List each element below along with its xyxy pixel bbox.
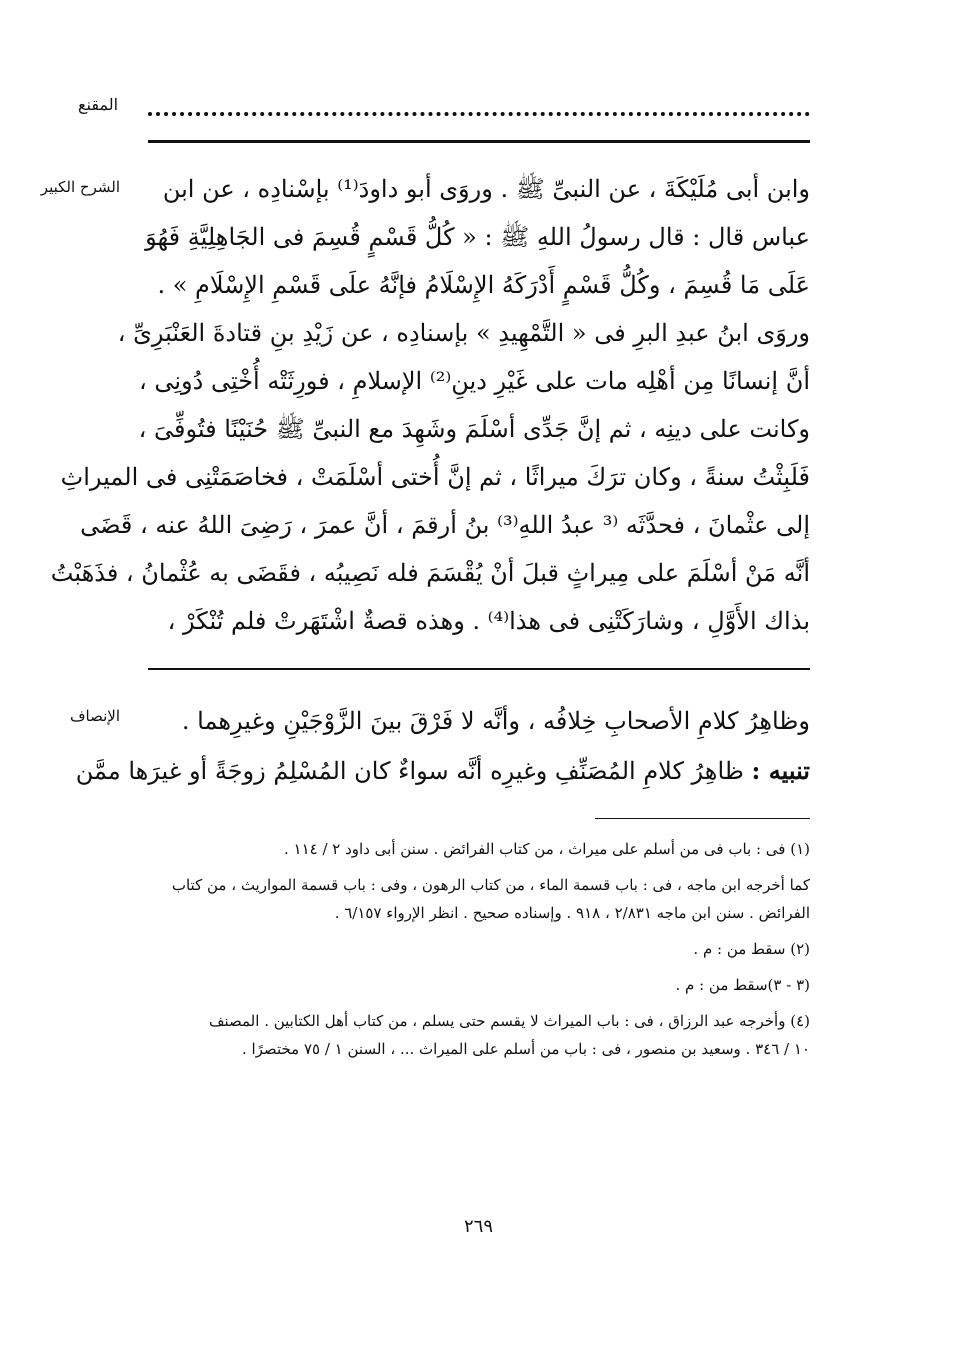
text-line: إلى عثْمانَ ، فحدَّثَه ⁽³ عبدُ اللهِ⁽³⁾ بنُ أرقمَ ، أنَّ عمرَ ، رَضِىَ اللهُ عنه ، قَضَى xyxy=(80,511,810,539)
text-line: أنَّ إنسانًا مِن أهْلِه مات على غَيْرِ دينِ⁽²⁾ الإسلامِ ، فورِثَتْه أُخْتِى دُونِى ، xyxy=(138,367,810,395)
header-rule xyxy=(148,140,810,143)
note-label: تنبيه : xyxy=(751,756,810,785)
footnote-line: الفرائض . سنن ابن ماجه ٢/٨٣١ ، ٩١٨ . وإسناده صحيح . انظر الإرواء ٦/١٥٧ . xyxy=(334,904,810,922)
text-line: وروَى ابنُ عبدِ البرِ فى « التَّمْهِيدِ » بإسنادِه ، عن زَيْدِ بنِ قتادةَ العَنْبَرِىِّ ، xyxy=(117,319,810,347)
text-line: عَلَى مَا قُسِمَ ، وكُلُّ قَسْمٍ أَدْرَكَهُ الإِسْلَامُ فإنَّهُ علَى قَسْمِ الإِسْلَامِ » . xyxy=(157,271,810,299)
footnote-3: (٣ - ٣)سقط من : م . xyxy=(675,976,810,994)
footnote-line: (٤) وأخرجه عبد الرزاق ، فى : باب الميراث لا يقسم حتى يسلم ، من كتاب أهل الكتابين . المصنف xyxy=(208,1012,810,1030)
section-divider xyxy=(148,668,810,670)
footnote-line: ١٠ / ٣٤٦ . وسعيد بن منصور ، فى : باب من أسلم على الميراث ... ، السنن ١ / ٧٥ مختصرًا . xyxy=(241,1040,810,1058)
note-text: ظاهِرُ كلامِ المُصَنِّفِ وغيرِه أنَّه سواءٌ كان المُسْلِمُ زوجَةً أو غيرَها ممَّن xyxy=(75,757,752,785)
text-line: عباس قال : قال رسولُ اللهِ ﷺ : « كُلُّ قَسْمٍ قُسِمَ فى الجَاهِلِيَّةِ فَهُوَ xyxy=(145,223,810,251)
text-line: أنَّه مَنْ أسْلَمَ على مِيراثٍ قبلَ أنْ يُقْسَمَ فله نَصِيبُه ، فقَضَى به عُثْمانُ ، فذَهَبْتُ xyxy=(50,559,810,587)
page-number: ٢٦٩ xyxy=(463,1216,493,1237)
text-line: بذاك الأَوَّلِ ، وشارَكَتْنِى فى هذا⁽⁴⁾ . وهذه قصةٌ اشْتَهَرتْ فلم تُنْكَرْ ، xyxy=(167,607,810,635)
footnote-1-continued xyxy=(148,871,810,927)
text-line xyxy=(75,746,810,796)
footnote-1: (١) فى : باب فى من أسلم على ميراث ، من كتاب الفرائض . سنن أبى داود ٢ / ١١٤ . xyxy=(283,840,810,858)
text-line: وظاهِرُ كلامِ الأصحابِ خِلافُه ، وأنَّه لا فَرْقَ بينَ الزَّوْجَيْنِ وغيرِهما . xyxy=(181,707,810,735)
footnote-4 xyxy=(148,1007,810,1063)
footnote-rule xyxy=(595,818,810,819)
footnote-2: (٢) سقط من : م . xyxy=(693,940,810,958)
text-line: وابن أبى مُلَيْكَةَ ، عن النبىِّ ﷺ . وروَى أبو داودَ⁽¹⁾ بإسْنادِه ، عن ابن xyxy=(162,175,810,203)
side-label-sharh: الشرح الكبير xyxy=(40,178,120,196)
footnote-line: كما أخرجه ابن ماجه ، فى : باب قسمة الماء ، من كتاب الرهون ، وفى : باب قسمة المواريث ، من كتاب xyxy=(171,876,810,894)
footnotes xyxy=(148,835,810,1071)
header-title: المقنع xyxy=(78,95,119,114)
text-line: فَلَبِثْتُ سنةً ، وكان ترَكَ ميراثًا ، ثم إنَّ أُختى أسْلَمَتْ ، فخاصَمَتْنِى فى الميراثِ xyxy=(60,463,810,491)
text-line: وكانت على دينِه ، ثم إنَّ جَدِّى أسْلَمَ وشَهِدَ مع النبىِّ ﷺ حُنَيْنًا فتُوفِّىَ ، xyxy=(138,415,810,443)
header-dotted-rule xyxy=(148,112,810,116)
side-label-insaf: الإنصاف xyxy=(69,707,120,725)
